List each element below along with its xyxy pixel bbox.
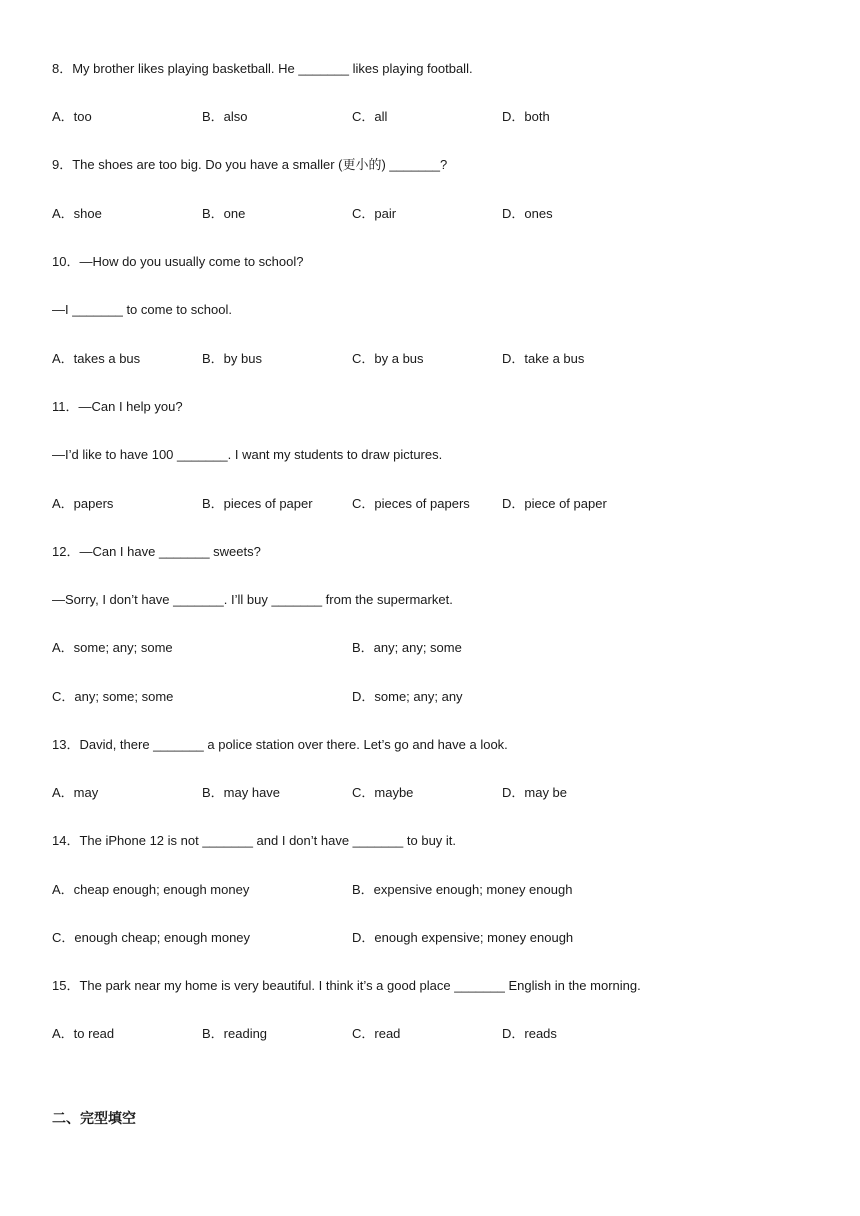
- question-11-stem-reply: —I’d like to have 100 _______. I want my students to draw pictures.: [52, 447, 443, 462]
- question-12-option-a[interactable]: A．some; any; some: [52, 640, 173, 655]
- question-15-stem: 15．The park near my home is very beautiful. I think it’s a good place _______ English in the morning.: [52, 978, 641, 993]
- question-12-stem: 12．—Can I have _______ sweets?: [52, 544, 261, 559]
- question-14-option-b[interactable]: B．expensive enough; money enough: [352, 882, 573, 897]
- question-10-stem: 10．—How do you usually come to school?: [52, 254, 304, 269]
- question-12-option-d[interactable]: D．some; any; any: [352, 689, 463, 704]
- question-10-option-a[interactable]: A．takes a bus: [52, 351, 141, 366]
- question-9-option-d[interactable]: D．ones: [502, 206, 553, 221]
- question-14-stem: 14．The iPhone 12 is not _______ and I don’t have _______ to buy it.: [52, 833, 457, 848]
- section-heading-cloze: 二、完型填空: [52, 1110, 136, 1126]
- question-8-stem: 8．My brother likes playing basketball. He _______ likes playing football.: [52, 61, 473, 76]
- question-12-option-c[interactable]: C．any; some; some: [52, 689, 174, 704]
- question-15-option-b[interactable]: B．reading: [202, 1026, 268, 1041]
- question-9-option-a[interactable]: A．shoe: [52, 206, 102, 221]
- question-11-stem: 11．—Can I help you?: [52, 399, 183, 414]
- question-11-option-d[interactable]: D．piece of paper: [502, 496, 607, 511]
- question-13-option-a[interactable]: A．may: [52, 785, 99, 800]
- question-8-option-d[interactable]: D．both: [502, 109, 550, 124]
- question-15-option-c[interactable]: C．read: [352, 1026, 401, 1041]
- question-9-stem: 9．The shoes are too big. Do you have a smaller (更小的) _______?: [52, 157, 448, 172]
- question-9-option-b[interactable]: B．one: [202, 206, 246, 221]
- question-13-option-c[interactable]: C．maybe: [352, 785, 414, 800]
- question-10-stem-reply: —I _______ to come to school.: [52, 302, 232, 317]
- question-10-option-c[interactable]: C．by a bus: [352, 351, 424, 366]
- question-14-option-d[interactable]: D．enough expensive; money enough: [352, 930, 574, 945]
- question-13-stem: 13．David, there _______ a police station over there. Let’s go and have a look.: [52, 737, 508, 752]
- question-13-option-b[interactable]: B．may have: [202, 785, 281, 800]
- question-8-option-c[interactable]: C．all: [352, 109, 388, 124]
- question-9-option-c[interactable]: C．pair: [352, 206, 397, 221]
- question-10-option-d[interactable]: D．take a bus: [502, 351, 585, 366]
- question-15-option-d[interactable]: D．reads: [502, 1026, 557, 1041]
- question-11-option-c[interactable]: C．pieces of papers: [352, 496, 470, 511]
- question-11-option-b[interactable]: B．pieces of paper: [202, 496, 313, 511]
- question-8-option-a[interactable]: A．too: [52, 109, 92, 124]
- question-8-option-b[interactable]: B．also: [202, 109, 248, 124]
- question-14-option-a[interactable]: A．cheap enough; enough money: [52, 882, 250, 897]
- question-15-option-a[interactable]: A．to read: [52, 1026, 115, 1041]
- question-14-option-c[interactable]: C．enough cheap; enough money: [52, 930, 251, 945]
- question-12-stem-reply: —Sorry, I don’t have _______. I’ll buy _______ from the supermarket.: [52, 592, 453, 607]
- question-13-option-d[interactable]: D．may be: [502, 785, 568, 800]
- question-10-option-b[interactable]: B．by bus: [202, 351, 262, 366]
- question-11-option-a[interactable]: A．papers: [52, 496, 114, 511]
- question-12-option-b[interactable]: B．any; any; some: [352, 640, 462, 655]
